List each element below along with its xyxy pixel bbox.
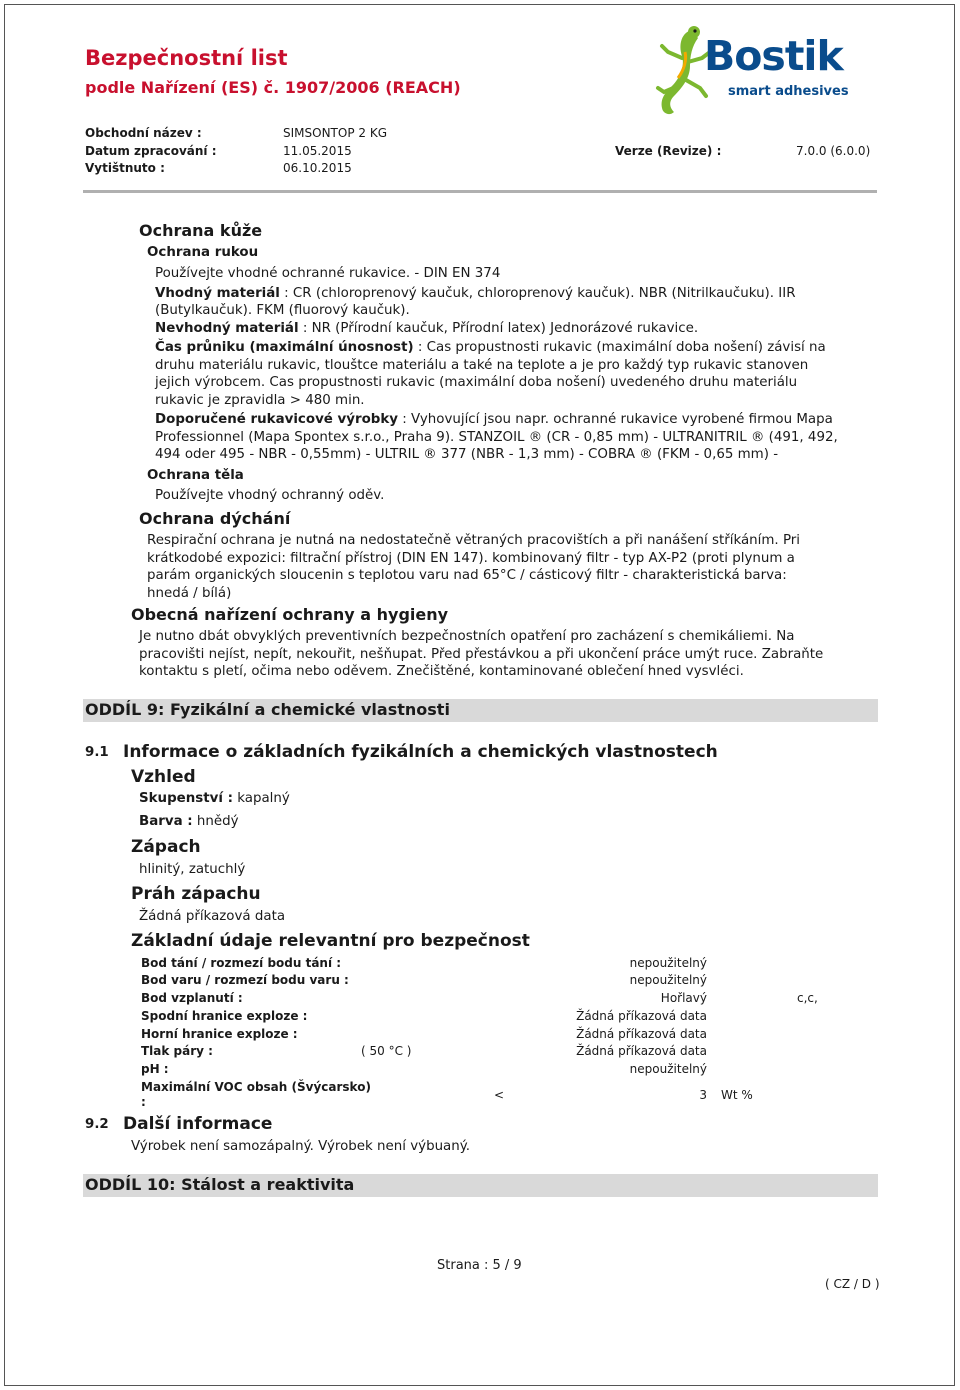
logo-brand-text: Bostik bbox=[704, 32, 843, 80]
physical-state: Skupenství : kapalný bbox=[139, 791, 290, 806]
recommended-line: Professionnel (Mapa Spontex s.r.o., Praha 9). STANZOIL ® (CR - 0,85 mm) - ULTRANITRIL ® (491, 492, bbox=[155, 429, 838, 445]
voc-value: 3 bbox=[699, 1088, 707, 1102]
respiratory-protection-heading: Ochrana dýchání bbox=[139, 509, 291, 528]
section-10-title: ODDÍL 10: Stálost a reaktivita bbox=[85, 1175, 355, 1194]
odor-heading: Zápach bbox=[131, 837, 201, 857]
property-label: Tlak páry : bbox=[141, 1044, 213, 1058]
other-info-text: Výrobek není samozápalný. Výrobek není výbuaný. bbox=[131, 1139, 471, 1154]
suitable-material-cont: (Butylkaučuk). FKM (fluorový kaučuk). bbox=[155, 303, 410, 318]
recommended-line: 494 oder 495 - NBR - 0,55mm) - ULTRIL ® 377 (NBR - 1,3 mm) - COBRA ® (FKM - 0,65 mm) - bbox=[155, 447, 779, 462]
voc-unit: Wt % bbox=[721, 1088, 753, 1102]
property-value: nepoužitelný bbox=[629, 1062, 707, 1076]
logo-tagline: smart adhesives bbox=[728, 84, 849, 99]
suitable-material: Vhodný materiál : CR (chloroprenový kaučuk, chloroprenový kaučuk). NBR (Nitrilkaučuku). IIR bbox=[155, 285, 796, 301]
basic-safety-heading: Základní údaje relevantní pro bezpečnost bbox=[131, 931, 530, 951]
locale-code: ( CZ / D ) bbox=[825, 1277, 880, 1291]
property-label: Spodní hranice exploze : bbox=[141, 1009, 308, 1023]
property-value: Žádná příkazová data bbox=[576, 1009, 707, 1023]
subsection-9-2-number: 9.2 bbox=[85, 1117, 109, 1132]
respiratory-line: hnedá / bílá) bbox=[147, 585, 232, 601]
property-value: nepoužitelný bbox=[629, 956, 707, 970]
skin-protection-heading: Ochrana kůže bbox=[139, 221, 263, 240]
gloves-line: Používejte vhodné ochranné rukavice. - DIN EN 374 bbox=[155, 266, 501, 281]
hygiene-line: Je nutno dbát obvyklých preventivních bezpečnostních opatření pro zacházení s chemikáliemi. Na bbox=[139, 629, 795, 644]
property-label: Horní hranice exploze : bbox=[141, 1027, 298, 1041]
voc-label: Maximální VOC obsah (Švýcarsko) bbox=[141, 1080, 371, 1094]
subsection-9-1-number: 9.1 bbox=[85, 745, 109, 760]
respiratory-line: krátkodobé expozici: filtrační přístroj (DIN EN 147). kombinovaný filtr - typ AX-P2 (proti plynum a bbox=[147, 550, 795, 566]
property-extra: c,c, bbox=[797, 991, 818, 1005]
property-condition: ( 50 °C ) bbox=[361, 1044, 412, 1058]
property-label: Bod tání / rozmezí bodu tání : bbox=[141, 956, 342, 970]
property-value: Žádná příkazová data bbox=[576, 1044, 707, 1058]
hygiene-heading: Obecná nařízení ochrany a hygieny bbox=[131, 605, 449, 624]
odor-value: hlinitý, zatuchlý bbox=[139, 862, 246, 877]
trade-name-label: Obchodní název : bbox=[85, 126, 202, 140]
hand-protection-heading: Ochrana rukou bbox=[147, 245, 259, 260]
hygiene-text bbox=[139, 628, 875, 681]
respiratory-line: parám organických sloucenin s teplotou varu nad 65°C / cásticový filtr - charakteristická barva: bbox=[147, 568, 787, 583]
respiratory-protection-text bbox=[147, 532, 875, 602]
document-title: Bezpečnostní list bbox=[85, 46, 288, 70]
date-label: Datum zpracování : bbox=[85, 144, 217, 158]
hygiene-line: pracovišti nejíst, nepít, nekouřit, nešňupat. Před přestávkou a při ukončení práce umýt ruce. Zabraňte bbox=[139, 646, 824, 662]
recommended-gloves: Doporučené rukavicové výrobky : Vyhovující jsou napr. ochranné rukavice vyrobené firmou Mapa bbox=[155, 412, 833, 427]
property-value: Žádná příkazová data bbox=[576, 1027, 707, 1041]
subsection-9-1-title: Informace o základních fyzikálních a chemických vlastnostech bbox=[123, 742, 718, 762]
respiratory-line: Respirační ochrana je nutná na nedostatečně větraných pracovištích a při nanášení stříkáním. Pri bbox=[147, 533, 801, 548]
voc-label-colon: : bbox=[141, 1095, 146, 1109]
unsuitable-material: Nevhodný materiál : NR (Přírodní kaučuk, Přírodní latex) Jednorázové rukavice. bbox=[155, 320, 699, 336]
document-subtitle: podle Nařízení (ES) č. 1907/2006 (REACH) bbox=[85, 78, 461, 97]
bostik-logo bbox=[652, 22, 878, 122]
hand-protection-text bbox=[155, 265, 875, 464]
section-10-bar bbox=[83, 1174, 878, 1197]
header-divider bbox=[83, 190, 877, 193]
color-property: Barva : hnědý bbox=[139, 814, 239, 829]
hygiene-line: kontaktu s pletí, očima nebo oděvem. Znečištěné, kontaminované oblečení hned vysvléci. bbox=[139, 664, 744, 679]
section-9-title: ODDÍL 9: Fyzikální a chemické vlastnosti bbox=[85, 700, 450, 719]
date-value: 11.05.2015 bbox=[283, 144, 352, 158]
body-protection-heading: Ochrana těla bbox=[147, 468, 244, 483]
body-protection-text: Používejte vhodný ochranný oděv. bbox=[155, 488, 385, 503]
version-value: 7.0.0 (6.0.0) bbox=[796, 144, 871, 158]
property-label: pH : bbox=[141, 1062, 169, 1076]
voc-operator: < bbox=[494, 1088, 505, 1102]
breakthrough-line: jejich výrobcem. Cas propustnosti rukavic (maximální doba nošení) uvedeného druhu materiálu bbox=[155, 375, 798, 390]
trade-name-value: SIMSONTOP 2 KG bbox=[283, 126, 387, 140]
page-number: Strana : 5 / 9 bbox=[437, 1258, 522, 1273]
breakthrough-line: druhu materiálu rukavic, tlouštce materiálu a také na teplote a je pro každý typ rukavic stanoven bbox=[155, 357, 809, 373]
appearance-heading: Vzhled bbox=[131, 767, 196, 787]
breakthrough-line: rukavic je zpravidla > 480 min. bbox=[155, 392, 365, 408]
section-9-bar bbox=[83, 699, 878, 722]
odor-threshold-value: Žádná příkazová data bbox=[139, 909, 286, 924]
property-value: Hořlavý bbox=[660, 991, 707, 1005]
subsection-9-2-title: Další informace bbox=[123, 1114, 273, 1134]
printed-label: Vytištnuto : bbox=[85, 161, 165, 175]
property-value: nepoužitelný bbox=[629, 973, 707, 987]
property-label: Bod varu / rozmezí bodu varu : bbox=[141, 973, 349, 987]
version-label: Verze (Revize) : bbox=[615, 144, 722, 158]
breakthrough-time: Čas průniku (maximální únosnost) : Cas propustnosti rukavic (maximální doba nošení) závisí na bbox=[155, 340, 826, 355]
property-label: Bod vzplanutí : bbox=[141, 991, 243, 1005]
printed-value: 06.10.2015 bbox=[283, 161, 352, 175]
odor-threshold-heading: Práh zápachu bbox=[131, 884, 261, 904]
